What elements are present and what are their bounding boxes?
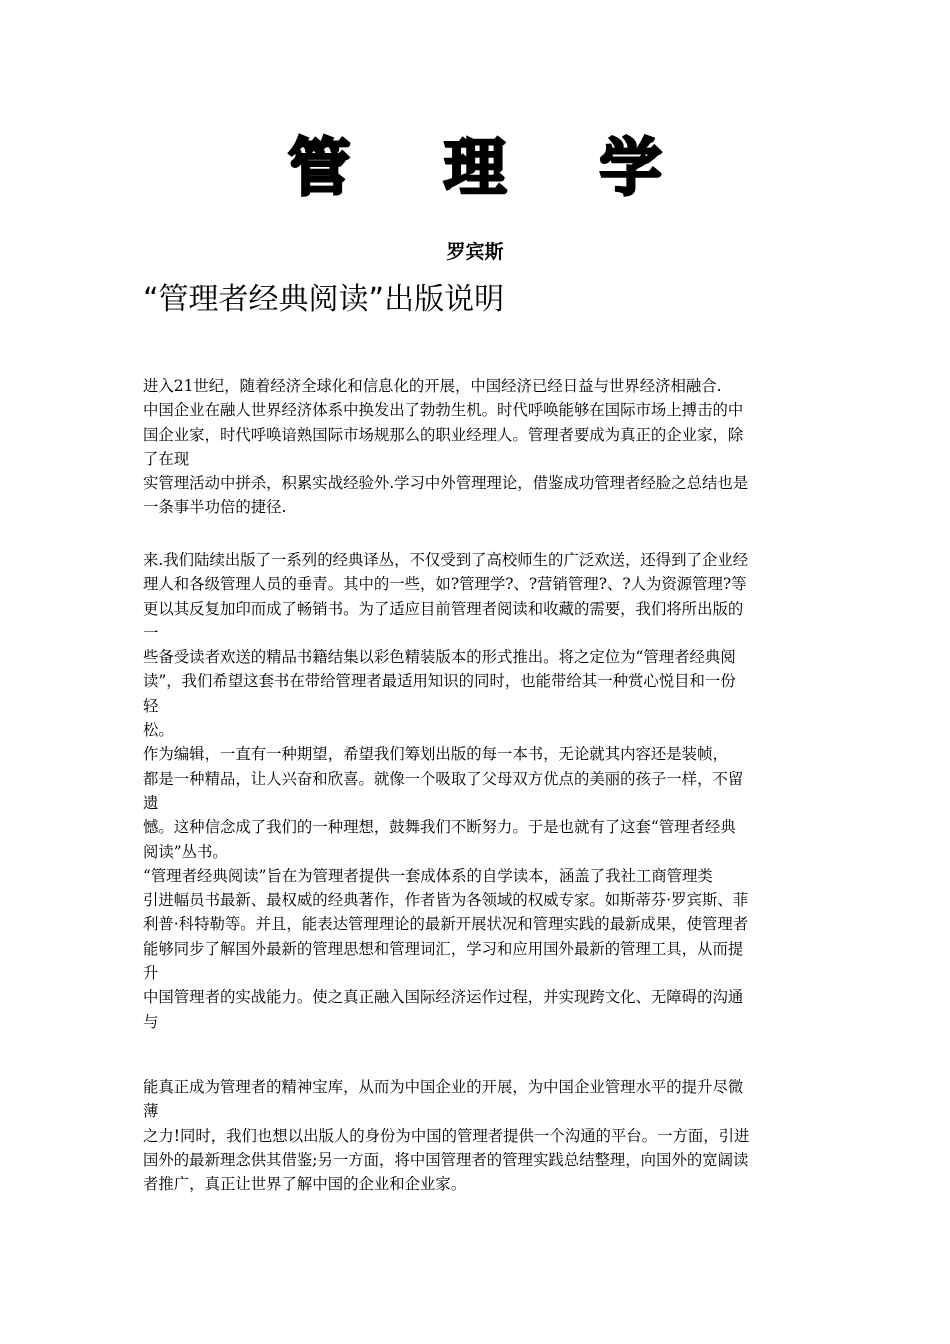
paragraph-block-1 xyxy=(143,374,811,520)
text-line: 作为编辑，一直有一种期望，希望我们筹划出版的每一本书，无论就其内容还是装帧， xyxy=(143,745,728,764)
text-line: 薄 xyxy=(143,1102,159,1121)
text-line: 实管理活动中拼杀，积累实战经验外.学习中外管理理论，借鉴成功管理者经脸之总结也是 xyxy=(143,474,749,493)
document-author: 罗宾斯 xyxy=(446,241,504,263)
text-line: 进入21世纪，随着经济全球化和信息化的开展，中国经济已经日益与世界经济相融合. xyxy=(143,377,722,395)
text-line: “管理者经典阅读”旨在为管理者提供一套成体系的自学读本，涵盖了我社工商管理类 xyxy=(143,866,713,885)
text-line: 了在现 xyxy=(143,449,190,468)
text-line: 阅读”丛书。 xyxy=(143,842,228,861)
text-line: 都是一种精品，让人兴奋和欣喜。就像一个吸取了父母双方优点的美丽的孩子一样，不留 xyxy=(143,769,744,788)
text-line: 更以其反复加印而成了畅销书。为了适应目前管理者阅读和收藏的需要，我们将所出版的 xyxy=(143,599,744,618)
text-line: 读”，我们希望这套书在带给管理者最适用知识的同时，也能带给其一种赏心悦目和一份 xyxy=(143,672,736,691)
text-line: 者推广，真正让世界了解中国的企业和企业家。 xyxy=(143,1175,467,1194)
text-line: 利普·科特勒等。并且，能表达管理理论的最新开展状况和管理实践的最新成果，使管理者 xyxy=(143,915,749,934)
section-heading: “管理者经典阅读”出版说明 xyxy=(143,282,505,317)
text-line: 松。 xyxy=(143,721,174,740)
text-line: 能真正成为管理者的精神宝库，从而为中国企业的开展，为中国企业管理水平的提升尽微 xyxy=(143,1078,744,1096)
paragraph-block-2 xyxy=(143,548,811,1034)
text-line: 一条事半功倍的捷径. xyxy=(143,498,287,517)
text-line: 憾。这种信念成了我们的一种理想，鼓舞我们不断努力。于是也就有了这套“管理者经典 xyxy=(143,818,736,837)
text-line: 国企业家，时代呼唤谙熟国际市场规那么的职业经理人。管理者要成为真正的企业家，除 xyxy=(143,425,744,444)
text-line: 一 xyxy=(143,623,159,642)
text-line: 能够同步了解国外最新的管理思想和管理词汇，学习和应用国外最新的管理工具，从而提 xyxy=(143,939,744,958)
text-line: 之力!同时，我们也想以出版人的身份为中国的管理者提供一个沟通的平台。一方面，引进 xyxy=(143,1126,750,1145)
text-line: 些备受读者欢送的精品书籍结集以彩色精装版本的形式推出。将之定位为“管理者经典阅 xyxy=(143,648,736,667)
text-line: 引进幅员书最新、最权威的经典著作，作者皆为各领域的权威专家。如斯蒂芬·罗宾斯、菲 xyxy=(143,891,749,910)
text-line: 国外的最新理念供其借鉴;另一方面，将中国管理者的管理实践总结整理，向国外的宽阔读 xyxy=(143,1150,749,1169)
text-line: 来.我们陆续出版了一系列的经典译丛，不仅受到了高校师生的广泛欢送，还得到了企业经 xyxy=(143,551,749,569)
text-line: 轻 xyxy=(143,696,159,715)
text-line: 理人和各级管理人员的垂青。其中的一些，如?管理学?、?营销管理?、?人为资源管理?等 xyxy=(143,575,747,594)
text-line: 升 xyxy=(143,964,159,983)
text-line: 中国企业在融人世界经济体系中换发出了勃勃生机。时代呼唤能够在国际市场上搏击的中 xyxy=(143,401,744,420)
text-line: 中国管理者的实战能力。使之真正融入国际经济运作过程，并实现跨文化、无障碍的沟通 xyxy=(143,988,744,1007)
text-line: 与 xyxy=(143,1012,159,1031)
paragraph-block-3 xyxy=(143,1075,811,1196)
document-title: 管 理 学 xyxy=(288,131,698,204)
text-line: 遗 xyxy=(143,793,159,812)
